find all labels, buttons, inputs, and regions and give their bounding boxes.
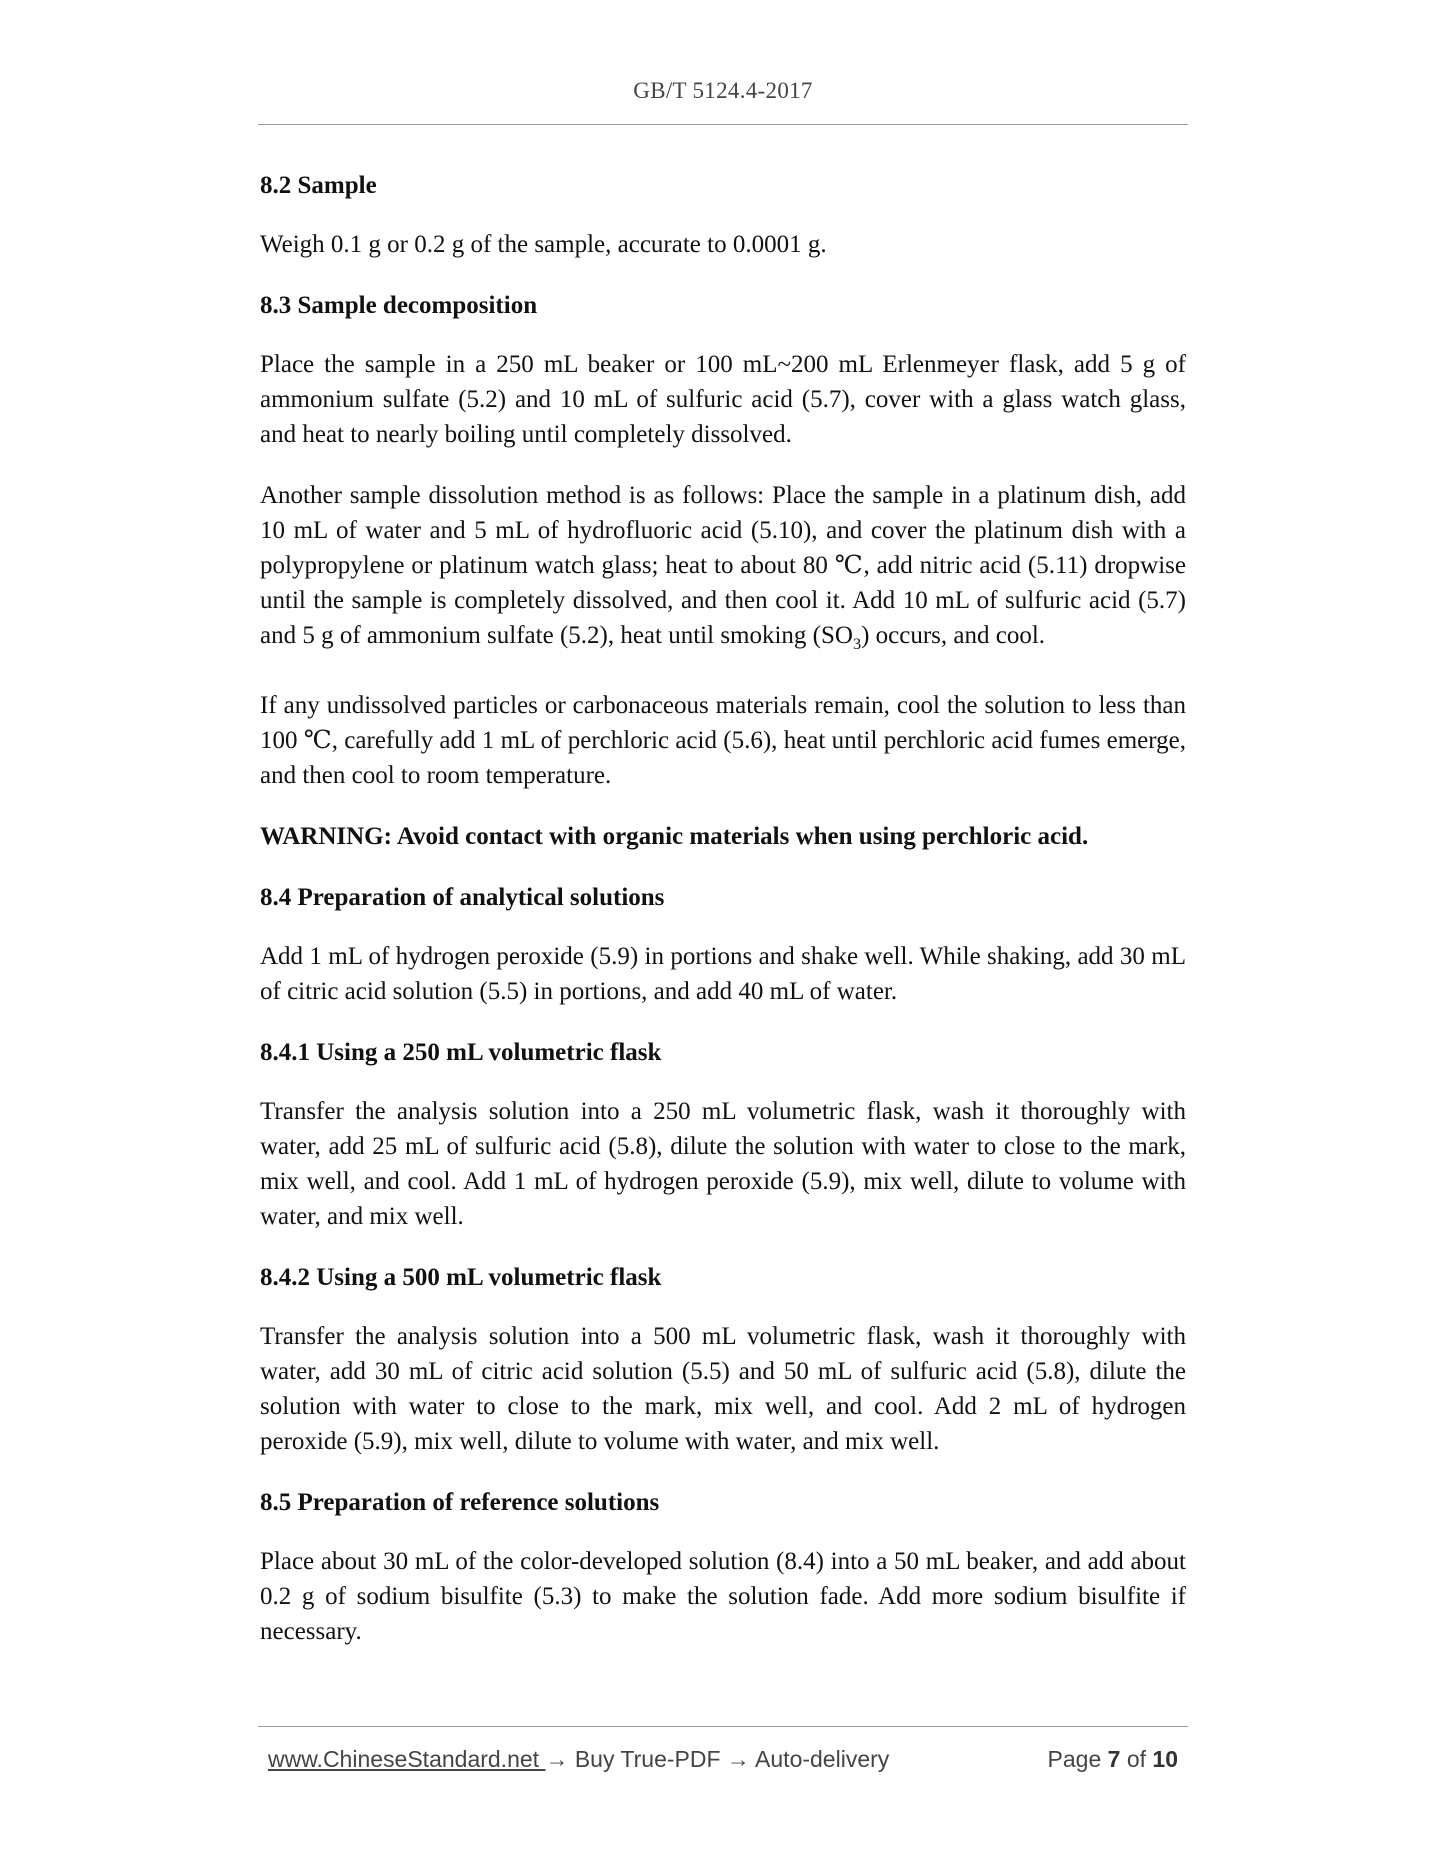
footer-promo bbox=[268, 1746, 889, 1773]
page-current: 7 bbox=[1107, 1746, 1121, 1772]
section-8-4-1-heading: 8.4.1 Using a 250 mL volumetric flask bbox=[260, 1039, 662, 1066]
footer-divider bbox=[258, 1726, 1188, 1727]
footer-promo-text: → Buy True-PDF → Auto-delivery bbox=[545, 1746, 890, 1772]
page-label: Page bbox=[1047, 1746, 1102, 1772]
section-8-5-text: Place about 30 mL of the color-developed solution (8.4) into a 50 mL beaker, and add about 0.2 g of sodium bisulfite (5.3) to make the solution fade. Add more sodium bisulfite if necessary. bbox=[260, 1548, 1186, 1645]
document-body bbox=[260, 168, 1186, 1675]
section-8-3-paragraph-1: Place the sample in a 250 mL beaker or 100 mL~200 mL Erlenmeyer flask, add 5 g of ammonium sulfate (5.2) and 10 mL of sulfuric acid (5.7), cover with a glass watch glass, and heat to nearly boiling until completely dissolved. bbox=[260, 351, 1186, 448]
section-8-2-heading: 8.2 Sample bbox=[260, 172, 377, 199]
section-8-3-paragraph-3: If any undissolved particles or carbonaceous materials remain, cool the solution to less than 100 ℃, carefully add 1 mL of perchloric acid (5.6), heat until perchloric acid fumes emerge, and then cool to room temperature. bbox=[260, 692, 1186, 789]
section-8-4-text: Add 1 mL of hydrogen peroxide (5.9) in portions and shake well. While shaking, add 30 mL of citric acid solution (5.5) in portions, and add 40 mL of water. bbox=[260, 943, 1186, 1005]
section-8-2-text: Weigh 0.1 g or 0.2 g of the sample, accurate to 0.0001 g. bbox=[260, 231, 827, 258]
section-8-4-2-heading: 8.4.2 Using a 500 mL volumetric flask bbox=[260, 1264, 662, 1291]
section-8-4-1-text: Transfer the analysis solution into a 250 mL volumetric flask, wash it thoroughly with water, add 25 mL of sulfuric acid (5.8), dilute the solution with water to close to the mark, mix well, and cool. Add 1 mL of hydrogen peroxide (5.9), mix well, dilute to volume with water, and mix well. bbox=[260, 1098, 1186, 1230]
header-divider bbox=[258, 124, 1188, 125]
warning-note: WARNING: Avoid contact with organic materials when using perchloric acid. bbox=[260, 823, 1089, 850]
section-8-5-heading: 8.5 Preparation of reference solutions bbox=[260, 1489, 660, 1516]
page-total: 10 bbox=[1152, 1746, 1178, 1772]
page-of-label: of bbox=[1126, 1746, 1147, 1772]
section-8-4-2-text: Transfer the analysis solution into a 500 mL volumetric flask, wash it thoroughly with water, add 30 mL of citric acid solution (5.5) and 50 mL of sulfuric acid (5.8), dilute the solution with water to close to the mark, mix well, and cool. Add 2 mL of hydrogen peroxide (5.9), mix well, dilute to volume with water, and mix well. bbox=[260, 1323, 1186, 1455]
paragraph-2-part-b: ) occurs, and cool. bbox=[861, 622, 1046, 649]
paragraph-2-part-a: Another sample dissolution method is as follows: Place the sample in a platinum dish, add 10 mL of water and 5 mL of hydrofluoric acid (5.10), and cover the platinum dish with a polypropylene or platinum watch glass; heat to about 80 ℃, add nitric acid (5.11) dropwise until the sample is completely dissolved, and then cool it. Add 10 mL of sulfuric acid (5.7) and 5 g of ammonium sulfate (5.2), heat until smoking (SO bbox=[260, 482, 1186, 649]
section-8-3-heading: 8.3 Sample decomposition bbox=[260, 292, 538, 319]
so3-subscript: 3 bbox=[852, 635, 862, 653]
page-indicator bbox=[1048, 1746, 1178, 1773]
section-8-3-paragraph-2 bbox=[260, 478, 1186, 662]
document-header: GB/T 5124.4-2017 bbox=[633, 78, 813, 103]
website-link[interactable]: www.ChineseStandard.net bbox=[268, 1746, 546, 1772]
section-8-4-heading: 8.4 Preparation of analytical solutions bbox=[260, 884, 665, 911]
